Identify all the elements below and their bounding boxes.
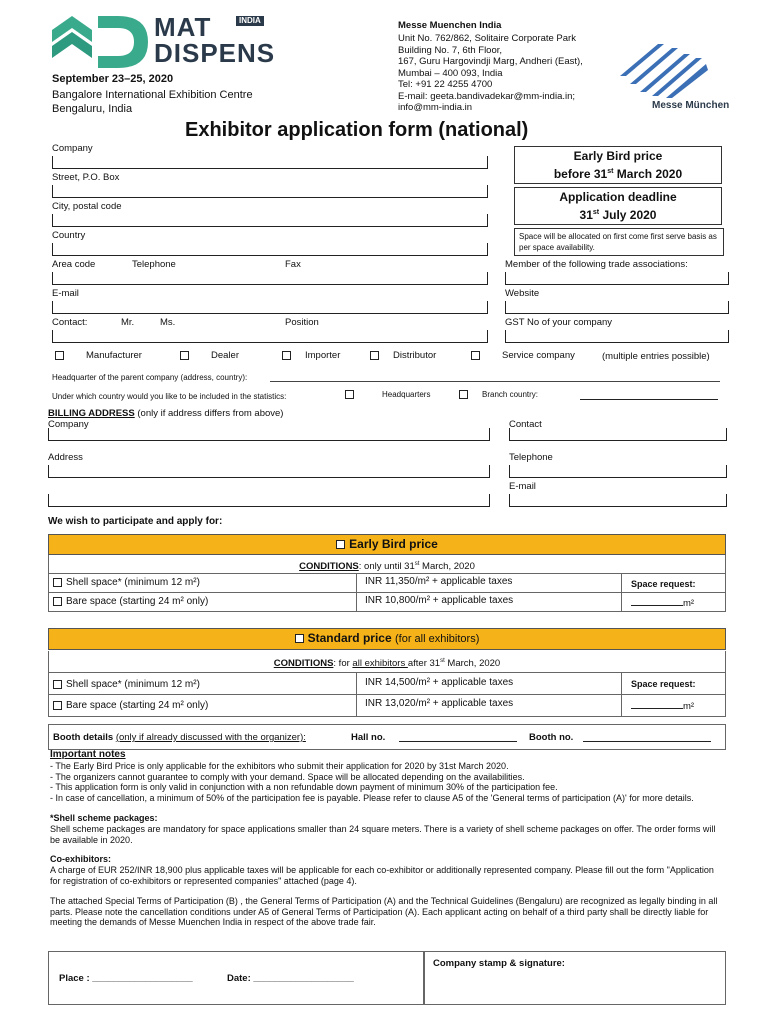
billing-address-field-2[interactable] — [48, 506, 490, 507]
headquarter-label: Headquarter of the parent company (address, country): — [52, 373, 248, 382]
standard-bare-option[interactable]: Bare space (starting 24 m² only) — [53, 700, 208, 711]
country-field[interactable] — [52, 255, 488, 256]
date-field[interactable]: Date: ___________________ — [227, 973, 354, 984]
checkbox-icon[interactable] — [53, 597, 62, 606]
org-address: Unit No. 762/862, Solitaire Corporate Park Building No. 7, 6th Floor, 167, Guru Hargovindji Marg, Andheri (East), Mumbai – 400 093, India Tel: +91 22 4255 4700 E-mail: geeta.bandivadekar@mm-india.in; info@mm-india.in — [398, 33, 583, 113]
phone-fax-field[interactable] — [52, 284, 488, 285]
early-space-request-field[interactable]: m² — [631, 596, 694, 609]
statistics-label: Under which country would you like to be included in the statistics: — [52, 392, 287, 401]
hall-no-field[interactable] — [399, 741, 517, 742]
wish-heading: We wish to participate and apply for: — [48, 516, 223, 527]
early-bird-bar[interactable]: Early Bird price — [48, 534, 726, 555]
note-4: - In case of cancellation, a minimum of 50% of the participation fee is payable. Please refer to clause A5 of the 'General terms of participation (A)' for more details. — [50, 793, 694, 804]
logo-india: INDIA — [236, 16, 264, 26]
checkbox-icon[interactable] — [345, 390, 354, 399]
website-field[interactable] — [505, 313, 729, 314]
member-field[interactable] — [505, 284, 729, 285]
early-bare-option[interactable]: Bare space (starting 24 m² only) — [53, 596, 208, 607]
place-field[interactable]: Place : ___________________ — [59, 973, 193, 984]
logo-mat: MAT — [154, 12, 212, 42]
venue-line2: Bengaluru, India — [52, 103, 133, 115]
checkbox-icon[interactable] — [459, 390, 468, 399]
gst-label: GST No of your company — [505, 317, 613, 328]
checkbox-icon[interactable] — [336, 540, 345, 549]
booth-details-label: Booth details (only if already discussed with the organizer): — [53, 732, 306, 743]
checkbox-icon[interactable] — [53, 578, 62, 587]
early-bird-conditions: CONDITIONS: only until 31st March, 2020 — [48, 555, 726, 574]
event-dates: September 23–25, 2020 — [52, 73, 174, 85]
billing-email-field[interactable] — [509, 506, 727, 507]
shell-notes-text: Shell scheme packages are mandatory for space applications smaller than 24 square meters. There is a variety of shell scheme packages on offer. The order forms will be available in 2020. — [50, 823, 716, 845]
street-label: Street, P.O. Box — [52, 172, 120, 183]
member-label: Member of the following trade associations: — [505, 259, 688, 270]
checkbox-icon[interactable] — [53, 680, 62, 689]
company-label: Company — [52, 143, 93, 154]
branch-country-field[interactable] — [580, 399, 718, 400]
hall-no-label: Hall no. — [351, 732, 386, 743]
street-field[interactable] — [52, 197, 488, 198]
booth-no-label: Booth no. — [529, 732, 574, 743]
early-space-request-label: Space request: — [631, 579, 696, 589]
standard-space-request-label: Space request: — [631, 679, 696, 689]
page-title: Exhibitor application form (national) — [185, 119, 529, 141]
checkbox-icon[interactable] — [282, 351, 291, 360]
early-shell-option[interactable]: Shell space* (minimum 12 m²) — [53, 577, 200, 588]
standard-bare-row — [48, 695, 726, 717]
city-field[interactable] — [52, 226, 488, 227]
website-label: Website — [505, 288, 540, 299]
type-dealer[interactable]: Dealer — [180, 350, 239, 361]
billing-contact-field[interactable] — [509, 440, 727, 441]
org-name: Messe Muenchen India — [398, 20, 502, 31]
space-note: Space will be allocated on first come first serve basis as per space availability. — [514, 228, 724, 256]
stamp-signature-box[interactable] — [424, 951, 726, 1005]
standard-shell-row — [48, 673, 726, 695]
billing-contact-label: Contact — [509, 419, 542, 430]
billing-telephone-field[interactable] — [509, 477, 727, 478]
note-3: - This application form is only valid in conjunction with a non refundable down payment of minimum 30% of the participation fee. — [50, 782, 558, 793]
billing-email-label: E-mail — [509, 481, 536, 492]
coex-text: A charge of EUR 252/INR 18,900 plus applicable taxes will be applicable for each co-exhibitor or additionally represented company. Please fill out the form "Application for registration of co-exhibitors or represented companies" attached (page 4). — [50, 865, 714, 886]
note-1: - The Early Bird Price is only applicable for the exhibitors who submit their application for 2020 by 31st March 2020. — [50, 760, 509, 771]
early-shell-price: INR 11,350/m² + applicable taxes — [365, 576, 513, 587]
logo-dispens: DISPENS — [154, 38, 276, 68]
billing-telephone-label: Telephone — [509, 452, 553, 463]
ms-option[interactable]: Ms. — [160, 317, 176, 328]
standard-shell-option[interactable]: Shell space* (minimum 12 m²) — [53, 679, 200, 690]
stamp-label: Company stamp & signature: — [433, 958, 565, 969]
type-manufacturer[interactable]: Manufacturer — [55, 350, 142, 361]
billing-address-field-1[interactable] — [48, 477, 490, 478]
early-bird-box: Early Bird price before 31st March 2020 — [514, 146, 722, 184]
checkbox-icon[interactable] — [53, 701, 62, 710]
city-label: City, postal code — [52, 201, 122, 212]
checkbox-icon[interactable] — [180, 351, 189, 360]
booth-no-field[interactable] — [583, 741, 711, 742]
contact-field[interactable] — [52, 342, 488, 343]
email-label: E-mail — [52, 288, 79, 299]
mat-dispens-logo — [50, 12, 276, 70]
fax-label: Fax — [285, 259, 301, 270]
place-date-box — [48, 951, 424, 1005]
billing-company-field[interactable] — [48, 440, 490, 441]
note-2: - The organizers cannot guarantee to comply with your demand. Space will be allocated depending on the availabilities. — [50, 771, 525, 782]
branch-option[interactable]: Branch country: — [459, 390, 538, 399]
contact-label: Contact: — [52, 317, 88, 328]
venue-line1: Bangalore International Exhibition Centre — [52, 89, 253, 101]
headquarter-field[interactable] — [270, 381, 720, 382]
standard-shell-price: INR 14,500/m² + applicable taxes — [365, 677, 514, 688]
standard-bare-price: INR 13,020/m² + applicable taxes — [365, 698, 514, 709]
checkbox-icon[interactable] — [55, 351, 64, 360]
billing-company-label: Company — [48, 419, 89, 430]
early-bare-price: INR 10,800/m² + applicable taxes — [365, 595, 514, 606]
early-bird-shell-row — [48, 574, 726, 593]
messe-muenchen-logo — [618, 42, 730, 114]
checkbox-icon[interactable] — [370, 351, 379, 360]
terms-text: The attached Special Terms of Participation (B) , the General Terms of Participation (A) and the Technical Guidelines (Bengaluru) are recognized as legally binding in all parts. Please note the cancellation conditions under A5 of General Terms of Participation (A). Each applicant acting on behalf of a third party shall be directly liable for meeting the demands of Messe Muenchen India in respect of the above trade fair. — [50, 895, 718, 928]
coex-title: Co-exhibitors: — [50, 854, 112, 865]
messe-logo-text: Messe München — [652, 100, 730, 111]
telephone-label: Telephone — [132, 259, 176, 270]
company-field[interactable] — [52, 168, 488, 169]
position-label: Position — [285, 317, 319, 328]
billing-heading: BILLING ADDRESS (only if address differs from above) — [48, 408, 284, 419]
early-bird-bare-row — [48, 593, 726, 612]
checkbox-icon[interactable] — [295, 634, 304, 643]
country-label: Country — [52, 230, 86, 241]
shell-notes-title: *Shell scheme packages: — [50, 812, 158, 823]
md-logo-mark-icon — [50, 12, 150, 70]
standard-bar[interactable]: Standard price (for all exhibitors) — [48, 628, 726, 650]
deadline-box: Application deadline 31st July 2020 — [514, 187, 722, 225]
headquarters-option[interactable]: Headquarters — [345, 390, 430, 399]
mr-option[interactable]: Mr. — [121, 317, 135, 328]
booth-details-row — [48, 724, 726, 750]
messe-stripes-icon — [618, 42, 710, 98]
multiple-entries-note: (multiple entries possible) — [602, 351, 710, 362]
notes-title: Important notes — [50, 749, 126, 760]
checkbox-icon[interactable] — [471, 351, 480, 360]
billing-address-label: Address — [48, 452, 83, 463]
email-field[interactable] — [52, 313, 488, 314]
type-importer[interactable]: Importer — [282, 350, 340, 361]
standard-space-request-field[interactable]: m² — [631, 699, 694, 712]
type-distributor[interactable]: Distributor — [370, 350, 436, 361]
area-code-label: Area code — [52, 259, 96, 270]
important-notes — [50, 750, 726, 928]
type-service-company[interactable]: Service company — [471, 350, 575, 361]
gst-field[interactable] — [505, 342, 729, 343]
standard-conditions: CONDITIONS: for all exhibitors after 31st March, 2020 — [48, 651, 726, 673]
